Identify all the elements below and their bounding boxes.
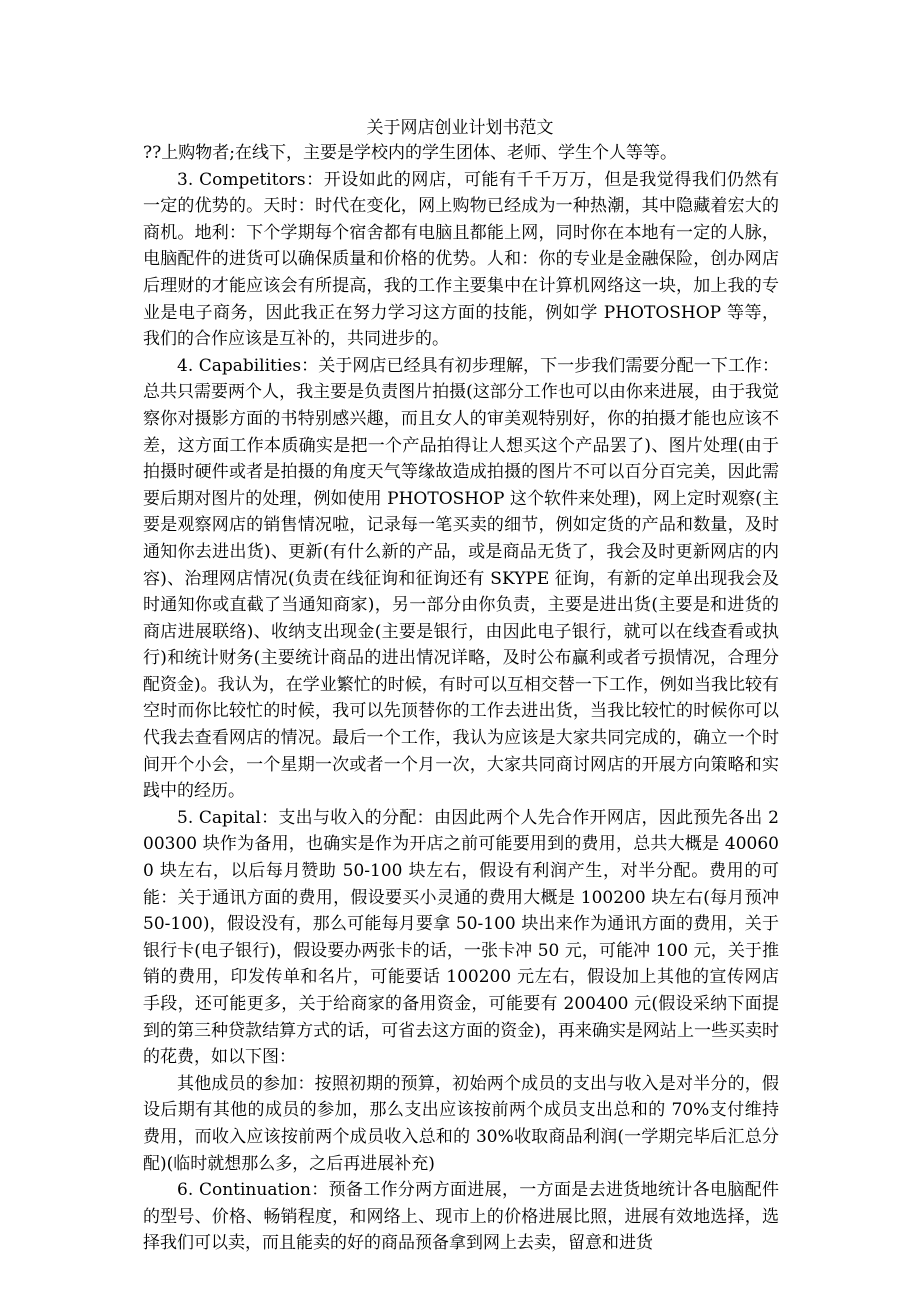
- paragraph: ??上购物者;在线下，主要是学校内的学生团体、老师、学生个人等等。: [143, 143, 677, 163]
- paragraph: 其他成员的参加：按照初期的预算，初始两个成员的支出与收入是对半分的，假设后期有其他的成员的参加，那么支出应该按前两个成员支出总和的 70%支付维持费用，而收入应该按前两个成员收入总和的 30%收取商品利润(一学期完毕后汇总分配)(临时就想那么多，之后再进展补充): [143, 1073, 779, 1174]
- paragraph: 4. Capabilities：关于网店已经具有初步理解，下一步我们需要分配一下工作：总共只需要两个人，我主要是负责图片拍摄(这部分工作也可以由你来进展，由于我觉察你对摄影方面的书特别感兴趣，而且女人的审美观特别好，你的拍摄才能也应该不差，这方面工作本质确实是把一个产品拍得让人想买这个产品罢了)、图片处理(由于拍摄时硬件或者是拍摄的角度天气等缘故造成拍摄的图片不可以百分百完美，因此需要后期对图片的处理，例如使用 PHOTOSHOP 这个软件来处理)，网上定时观察(主要是观察网店的销售情况啦，记录每一笔买卖的细节，例如定货的产品和数量，及时通知你去进出货)、更新(有什么新的产品，或是商品无货了，我会及时更新网店的内容)、治理网店情况(负责在线征询和征询还有 SKYPE 征询，有新的定单出现我会及时通知你或直截了当通知商家)，另一部分由你负责，主要是进出货(主要是和进货的商店进展联络)、收纳支出现金(主要是银行，由因此电子银行，就可以在线查看或执行)和统计财务(主要统计商品的进出情况详略，及时公布赢利或者亏损情况，合理分配资金)。我认为，在学业繁忙的时候，有时可以互相交替一下工作，例如当我比较有空时而你比较忙的时候，我可以先顶替你的工作去进出货，当我比较忙的时候你可以代我去查看网店的情况。最后一个工作，我认为应该是大家共同完成的，确立一个时间开个小会，一个星期一次或者一个月一次，大家共同商讨网店的开展方向策略和实践中的经历。: [143, 355, 779, 802]
- paragraph: 6. Continuation：预备工作分两方面进展，一方面是去进货地统计各电脑配件的型号、价格、畅销程度，和网络上、现市上的价格进展比照，进展有效地选择，选择我们可以卖，而且能卖的好的商品预备拿到网上去卖，留意和进货: [143, 1180, 779, 1254]
- paragraph: 5. Capital：支出与收入的分配：由因此两个人先合作开网店，因此预先各出 200300 块作为备用，也确实是作为开店之前可能要用到的费用，总共大概是 400600 块左右，以后每月赞助 50-100 块左右，假设有利润产生，对半分配。费用的可能：关于通讯方面的费用，假设要买小灵通的费用大概是 100200 块左右(每月预冲 50-100)，假设没有，那么可能每月要拿 50-100 块出来作为通讯方面的费用，关于银行卡(电子银行)，假设要办两张卡的话，一张卡冲 50 元，可能冲 100 元，关于推销的费用，印发传单和名片，可能要话 100200 元左右，假设加上其他的宣传网店手段，还可能更多，关于给商家的备用资金，可能要有 200400 元(假设采纳下面提到的第三种贷款结算方式的话，可省去这方面的资金)，再来确实是网站上一些买卖时的花费，如以下图：: [143, 807, 779, 1068]
- paragraph: 3. Competitors：开设如此的网店，可能有千千万万，但是我觉得我们仍然有一定的优势的。天时：时代在变化，网上购物已经成为一种热潮，其中隐藏着宏大的商机。地利：下个学期每个宿舍都有电脑且都能上网，同时你在本地有一定的人脉，电脑配件的进货可以确保质量和价格的优势。人和：你的专业是金融保险，创办网店后理财的才能应该会有所提高，我的工作主要集中在计算机网络这一块，加上我的专业是电子商务，因此我正在努力学习这方面的技能，例如学 PHOTOSHOP 等等，我们的合作应该是互补的，共同进步的。: [143, 169, 779, 350]
- document-body: [143, 140, 779, 1257]
- document-title: 关于网店创业计划书范文: [366, 118, 554, 138]
